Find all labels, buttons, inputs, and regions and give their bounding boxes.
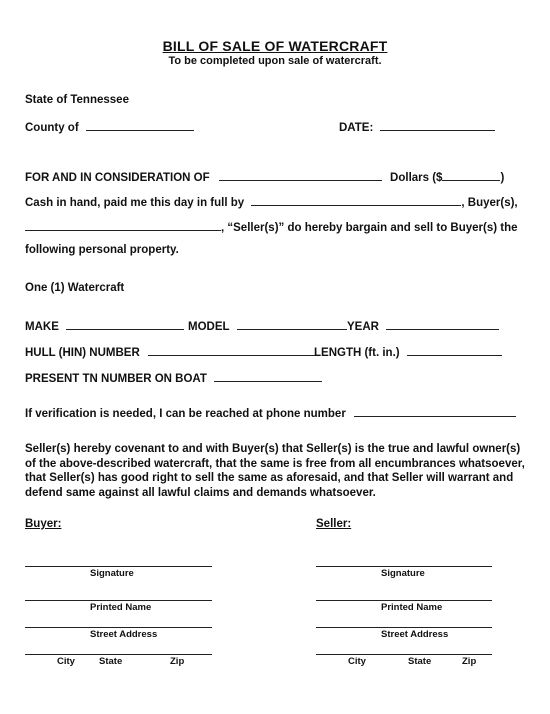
hull-field[interactable]: [148, 344, 320, 356]
seller-signature-line[interactable]: [316, 566, 492, 567]
seller-printed-name-line[interactable]: [316, 600, 492, 601]
consideration-label: FOR AND IN CONSIDERATION OF: [25, 172, 210, 184]
sellers-row: [25, 219, 518, 235]
buyer-printed-name-label: Printed Name: [90, 602, 152, 613]
watercraft-text: One (1) Watercraft: [25, 282, 125, 294]
county-label: County of: [25, 122, 79, 134]
dollars-amount-field[interactable]: [442, 169, 500, 181]
year-field[interactable]: [386, 318, 499, 330]
tn-number-label: PRESENT TN NUMBER ON BOAT: [25, 373, 207, 385]
date-label: DATE:: [339, 122, 374, 134]
model-field[interactable]: [237, 318, 347, 330]
following-text: following personal property.: [25, 244, 179, 256]
county-row: [25, 119, 194, 135]
seller-printed-name-label: Printed Name: [381, 602, 443, 613]
seller-state-label: State: [408, 656, 432, 667]
phone-row: [25, 405, 516, 421]
date-field[interactable]: [380, 119, 495, 131]
seller-city-label: City: [348, 656, 366, 667]
seller-header: Seller:: [316, 518, 352, 530]
cash-label: Cash in hand, paid me this day in full by: [25, 197, 245, 209]
dollars-label: Dollars ($: [390, 172, 443, 184]
buyer-street-address-line[interactable]: [25, 627, 212, 628]
buyers-label: , Buyer(s),: [461, 197, 518, 209]
covenant-paragraph: Seller(s) hereby covenant to and with Buyer(s) that Seller(s) is the true and lawful owner(s) of the above-described watercraft, that the same is free from all encumbrances whatsoever, that Seller(s) has good right to sell the same as aforesaid, and that Seller will warrant and defend same against all lawful claims and demands whatsoever.: [25, 443, 525, 499]
hull-label: HULL (HIN) NUMBER: [25, 347, 140, 359]
dollars-close: ): [500, 172, 505, 184]
buyer-name-field[interactable]: [251, 194, 461, 206]
phone-field[interactable]: [354, 405, 516, 417]
buyer-signature-line[interactable]: [25, 566, 212, 567]
document-title: BILL OF SALE OF WATERCRAFT: [162, 38, 388, 54]
consideration-row: [25, 169, 504, 185]
buyer-header: Buyer:: [25, 518, 62, 530]
tn-number-row: [25, 370, 322, 386]
make-row: [25, 318, 184, 334]
buyer-printed-name-line[interactable]: [25, 600, 212, 601]
date-row: [339, 119, 495, 135]
seller-street-address-line[interactable]: [316, 627, 492, 628]
model-row: [188, 318, 347, 334]
buyer-signature-label: Signature: [90, 568, 134, 579]
year-label: YEAR: [347, 321, 379, 333]
buyer-state-label: State: [99, 656, 123, 667]
model-label: MODEL: [188, 321, 230, 333]
length-label: LENGTH (ft. in.): [314, 347, 400, 359]
seller-city-state-zip-line[interactable]: [316, 654, 492, 655]
tn-number-field[interactable]: [214, 370, 322, 382]
seller-name-field[interactable]: [25, 219, 221, 231]
buyer-city-label: City: [57, 656, 75, 667]
buyer-zip-label: Zip: [170, 656, 185, 667]
sellers-text: , “Seller(s)” do hereby bargain and sell to Buyer(s) the: [221, 222, 518, 234]
state-label: State of Tennessee: [25, 94, 129, 106]
year-row: [347, 318, 499, 334]
seller-signature-label: Signature: [381, 568, 425, 579]
length-row: [314, 344, 502, 360]
length-field[interactable]: [407, 344, 502, 356]
make-label: MAKE: [25, 321, 59, 333]
hull-row: [25, 344, 320, 360]
seller-zip-label: Zip: [462, 656, 477, 667]
cash-row: [25, 194, 518, 210]
seller-street-address-label: Street Address: [381, 629, 449, 640]
document-subtitle: To be completed upon sale of watercraft.: [168, 55, 382, 67]
buyer-street-address-label: Street Address: [90, 629, 158, 640]
county-field[interactable]: [86, 119, 194, 131]
phone-label: If verification is needed, I can be reached at phone number: [25, 408, 346, 420]
consideration-amount-words-field[interactable]: [219, 169, 382, 181]
buyer-city-state-zip-line[interactable]: [25, 654, 212, 655]
make-field[interactable]: [66, 318, 184, 330]
